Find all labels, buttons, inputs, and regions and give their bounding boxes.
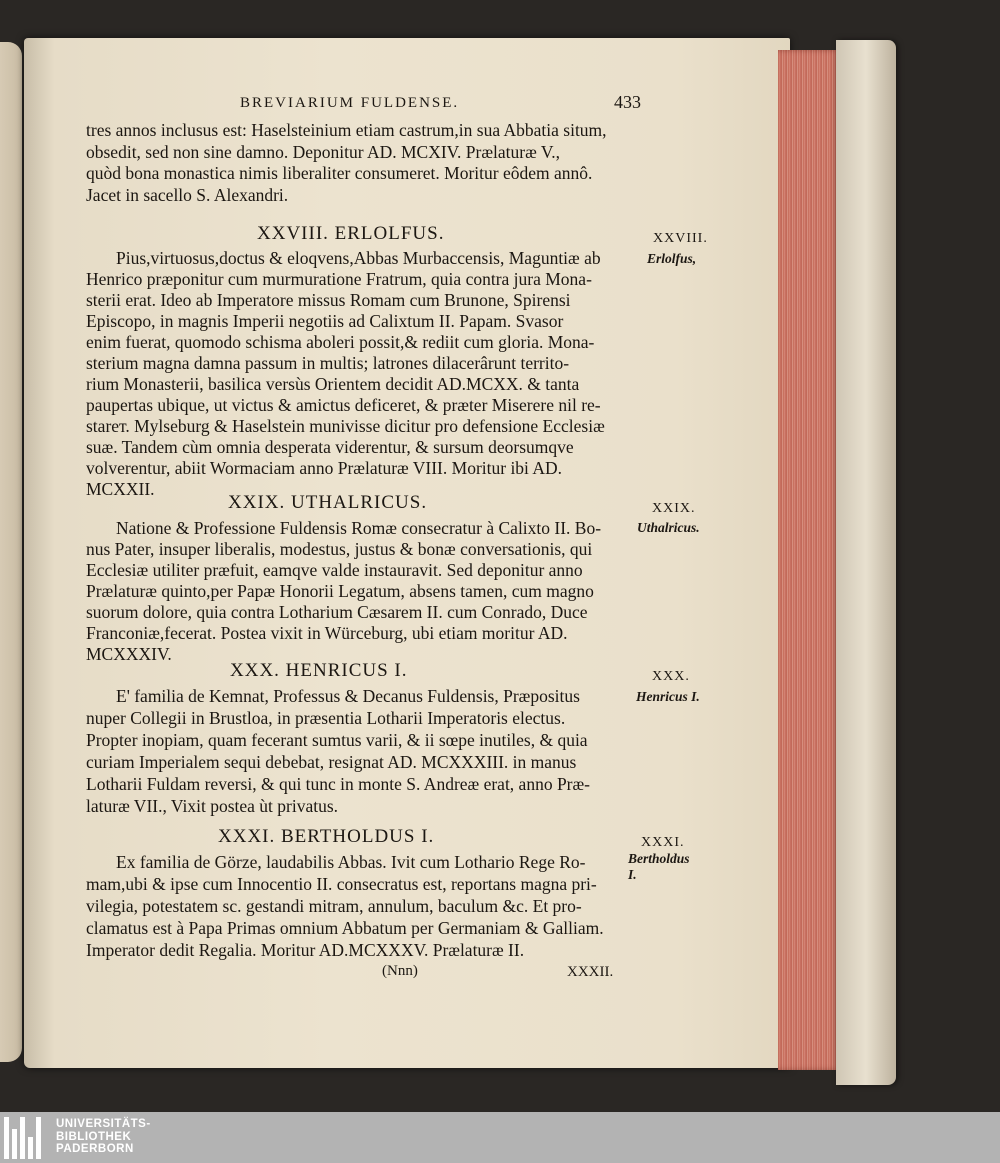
section-heading: XXVIII. ERLOLFUS. — [257, 223, 445, 244]
footer-bar — [0, 1112, 1000, 1163]
library-name — [56, 1118, 151, 1156]
book-cover-edge — [836, 40, 896, 1085]
section-heading: XXXI. BERTHOLDUS I. — [218, 826, 435, 847]
text-line: vilegia, potestatem sc. gestandi mitram, annulum, baculum &c. Et pro- — [86, 896, 582, 916]
text-line: sterium magna damna passum in multis; latrones dilacerârunt territo- — [86, 353, 570, 373]
text-line: Ex familia de Görze, laudabilis Abbas. Ivit cum Lothario Rege Ro- — [116, 852, 586, 872]
text-line: nuper Collegii in Brustloa, in præsentia Lotharii Imperatoris electus. — [86, 708, 566, 728]
text-line: suæ. Tandem cùm omnia desperata viderentur, & sursum deorsumqve — [86, 437, 574, 457]
left-page-edge — [0, 42, 22, 1062]
catchword: XXXII. — [567, 964, 614, 980]
text-line: Prælaturæ quinto,per Papæ Honorii Legatum, absens tamen, cum magno — [86, 581, 594, 601]
margin-number: XXXI. — [641, 835, 685, 850]
text-line: Henrico præponitur cum murmuratione Fratrum, quia contra jura Mona- — [86, 269, 592, 289]
margin-name: Erlolfus, — [647, 251, 697, 266]
text-line: starет. Mylseburg & Haselstein munivisse dicitur pro defensione Ecclesiæ — [86, 416, 605, 436]
text-line: Franconiæ,fecerat. Postea vixit in Würceburg, ubi etiam moritur AD. — [86, 623, 568, 643]
red-page-edges — [778, 50, 840, 1070]
library-name-line: BIBLIOTHEK — [56, 1130, 132, 1143]
library-name-line: PADERBORN — [56, 1143, 134, 1155]
library-logo-icon — [4, 1117, 48, 1159]
text-line: nus Pater, insuper liberalis, modestus, justus & bonæ conversationis, qui — [86, 539, 593, 559]
text-line: Imperator dedit Regalia. Moritur AD.MCXXXV. Prælaturæ II. — [86, 940, 525, 960]
running-head: BREVIARIUM FULDENSE. — [240, 95, 460, 111]
text-line: E' familia de Kemnat, Professus & Decanus Fuldensis, Præpositus — [116, 686, 580, 706]
text-line: suorum dolore, quia contra Lotharium Cæsarem II. cum Conrado, Duce — [86, 602, 588, 622]
margin-number: XXX. — [652, 669, 690, 684]
section-heading: XXIX. UTHALRICUS. — [228, 492, 428, 513]
text-line: sterii erat. Ideo ab Imperatore missus Romam cum Brunone, Spirensi — [86, 290, 571, 310]
margin-name: Henricus I. — [636, 689, 700, 704]
text-line: obsedit, sed non sine damno. Deponitur AD. MCXIV. Prælaturæ V., — [86, 141, 560, 162]
section-heading: XXX. HENRICUS I. — [230, 660, 408, 681]
page-number: 433 — [614, 92, 641, 112]
text-line: enim fuerat, quomodo schisma aboleri possit,& rediit cum gloria. Mona- — [86, 332, 595, 352]
text-line: quòd bona monastica nimis liberaliter consumeret. Moritur eôdem annô. — [86, 163, 593, 183]
text-line: clamatus est à Papa Primas omnium Abbatum per Germaniam & Galliam. — [86, 918, 604, 938]
library-name-line: UNIVERSITÄTS- — [56, 1118, 151, 1130]
margin-number: XXIX. — [652, 501, 696, 516]
text-line: MCXXII. — [86, 479, 155, 499]
text-line: curiam Imperialem sequi debebat, resignat AD. MCXXXIII. in manus — [86, 752, 577, 772]
text-line: rium Monasterii, basilica versùs Orientem decidit AD.MCXX. & tanta — [86, 374, 580, 394]
signature-mark: (Nnn) — [382, 963, 418, 979]
text-line: Propter inopiam, quam fecerant sumtus varii, & ii sœpe inutiles, & quia — [86, 730, 588, 750]
text-line: Ecclesiæ utiliter præfuit, eamqve valde instauravit. Sed deponitur anno — [86, 560, 583, 580]
text-line: Natione & Professione Fuldensis Romæ consecratur à Calixto II. Bo- — [116, 518, 602, 538]
text-line: Jacet in sacello S. Alexandri. — [86, 184, 289, 205]
text-line: MCXXXIV. — [86, 644, 172, 664]
text-line: tres annos inclusus est: Haselsteinium etiam castrum,in sua Abbatia situm, — [86, 120, 607, 140]
margin-name: Bertholdus I. — [628, 851, 690, 882]
text-line: Pius,virtuosus,doctus & eloqvens,Abbas Murbaccensis, Maguntiæ ab — [116, 248, 601, 268]
text-line: volverentur, abiit Wormaciam anno Prælaturæ VIII. Moritur ibi AD. — [86, 458, 562, 478]
margin-name: Uthalricus. — [637, 520, 700, 535]
text-line: Lotharii Fuldam reversi, & qui tunc in monte S. Andreæ erat, anno Præ- — [86, 774, 591, 794]
text-line: mam,ubi & ipse cum Innocentio II. consecratus est, reportans magna pri- — [86, 874, 597, 894]
text-line: paupertas ubique, ut victus & amictus deficeret, & præter Miserere nil re- — [86, 395, 601, 415]
text-line: Episcopo, in magnis Imperii negotiis ad Calixtum II. Papam. Svasor — [86, 311, 564, 331]
text-line: laturæ VII., Vixit postea ùt privatus. — [86, 796, 339, 816]
margin-number: XXVIII. — [653, 231, 708, 246]
